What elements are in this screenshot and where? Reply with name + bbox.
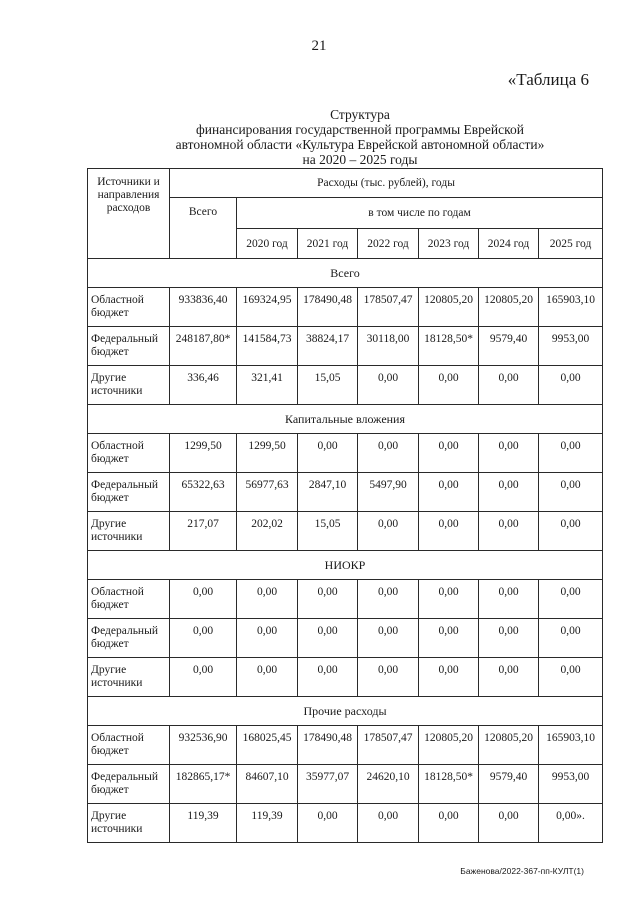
- row-value: 178507,47: [358, 288, 419, 327]
- row-value: 169324,95: [237, 288, 298, 327]
- row-label: Другие источники: [88, 804, 170, 843]
- row-value: 0,00: [298, 580, 358, 619]
- row-label: Другие источники: [88, 658, 170, 697]
- row-value: 202,02: [237, 512, 298, 551]
- header-year: 2022 год: [358, 229, 419, 259]
- row-value: 120805,20: [479, 726, 539, 765]
- row-value: 56977,63: [237, 473, 298, 512]
- row-value: 0,00: [298, 619, 358, 658]
- row-value: 35977,07: [298, 765, 358, 804]
- row-value: 30118,00: [358, 327, 419, 366]
- row-value: 0,00: [539, 434, 603, 473]
- row-value: 217,07: [170, 512, 237, 551]
- row-value: 165903,10: [539, 726, 603, 765]
- heading-line: автономной области «Культура Еврейской автономной области»: [175, 137, 545, 152]
- row-value: 182865,17*: [170, 765, 237, 804]
- row-value: 0,00: [539, 512, 603, 551]
- header-year: 2021 год: [298, 229, 358, 259]
- header-source: Источники и направления расходов: [88, 169, 170, 259]
- row-value: 0,00: [419, 512, 479, 551]
- row-label: Областной бюджет: [88, 288, 170, 327]
- row-value: 0,00: [298, 434, 358, 473]
- section-title: Капитальные вложения: [88, 405, 603, 434]
- row-value: 119,39: [170, 804, 237, 843]
- table-row: [88, 804, 603, 843]
- row-label: Федеральный бюджет: [88, 327, 170, 366]
- document-code: Баженова/2022-367-пп-КУЛТ(1): [460, 866, 584, 876]
- table-row: [88, 658, 603, 697]
- row-value: 0,00: [479, 434, 539, 473]
- row-value: 9579,40: [479, 765, 539, 804]
- row-label: Федеральный бюджет: [88, 765, 170, 804]
- row-label: Другие источники: [88, 366, 170, 405]
- row-value: 0,00: [479, 619, 539, 658]
- row-value: 0,00: [358, 580, 419, 619]
- table-row: [88, 580, 603, 619]
- table-row: [88, 434, 603, 473]
- row-value: 0,00: [539, 473, 603, 512]
- row-value: 18128,50*: [419, 327, 479, 366]
- row-value: 0,00: [539, 619, 603, 658]
- row-value: 38824,17: [298, 327, 358, 366]
- heading-line: на 2020 – 2025 годы: [302, 152, 418, 167]
- page-number: 21: [311, 38, 327, 54]
- header-including: в том числе по годам: [237, 198, 603, 229]
- section-title: НИОКР: [88, 551, 603, 580]
- row-value: 0,00: [479, 804, 539, 843]
- row-value: 0,00: [358, 804, 419, 843]
- section-row: [88, 259, 603, 288]
- row-value: 0,00: [479, 512, 539, 551]
- row-value: 0,00: [479, 366, 539, 405]
- row-value: 24620,10: [358, 765, 419, 804]
- row-value: 0,00: [298, 658, 358, 697]
- table-header: [88, 169, 603, 259]
- row-value: 9579,40: [479, 327, 539, 366]
- row-value: 0,00: [539, 580, 603, 619]
- row-value: 15,05: [298, 512, 358, 551]
- row-value: 933836,40: [170, 288, 237, 327]
- row-value: 0,00: [358, 366, 419, 405]
- row-value: 1299,50: [170, 434, 237, 473]
- table-row: [88, 288, 603, 327]
- header-year: 2023 год: [419, 229, 479, 259]
- row-value: 18128,50*: [419, 765, 479, 804]
- row-value: 0,00: [479, 580, 539, 619]
- row-value: 9953,00: [539, 765, 603, 804]
- section-row: [88, 551, 603, 580]
- row-value: 120805,20: [419, 726, 479, 765]
- row-value: 15,05: [298, 366, 358, 405]
- row-label: Федеральный бюджет: [88, 619, 170, 658]
- row-value: 0,00: [539, 366, 603, 405]
- row-value: 5497,90: [358, 473, 419, 512]
- row-value: 0,00: [170, 580, 237, 619]
- row-label: Областной бюджет: [88, 580, 170, 619]
- row-value: 0,00: [358, 434, 419, 473]
- row-value: 0,00: [419, 804, 479, 843]
- row-value: 0,00».: [539, 804, 603, 843]
- row-value: 0,00: [419, 366, 479, 405]
- row-value: 65322,63: [170, 473, 237, 512]
- row-value: 84607,10: [237, 765, 298, 804]
- row-value: 120805,20: [479, 288, 539, 327]
- row-value: 321,41: [237, 366, 298, 405]
- row-value: 0,00: [237, 580, 298, 619]
- header-year: 2024 год: [479, 229, 539, 259]
- header-year: 2025 год: [539, 229, 603, 259]
- row-value: 119,39: [237, 804, 298, 843]
- row-value: 0,00: [237, 619, 298, 658]
- row-value: 336,46: [170, 366, 237, 405]
- table-row: [88, 765, 603, 804]
- row-value: 178507,47: [358, 726, 419, 765]
- heading-line: Структура: [330, 107, 390, 122]
- row-value: 248187,80*: [170, 327, 237, 366]
- section-row: [88, 405, 603, 434]
- row-value: 932536,90: [170, 726, 237, 765]
- table-row: [88, 726, 603, 765]
- header-expenses: Расходы (тыс. рублей), годы: [170, 169, 603, 198]
- row-value: 1299,50: [237, 434, 298, 473]
- row-value: 0,00: [419, 580, 479, 619]
- section-title: Всего: [88, 259, 603, 288]
- table-row: [88, 619, 603, 658]
- row-value: 0,00: [419, 658, 479, 697]
- section-title: Прочие расходы: [88, 697, 603, 726]
- row-value: 120805,20: [419, 288, 479, 327]
- financing-table: [87, 168, 603, 843]
- row-value: 141584,73: [237, 327, 298, 366]
- header-year: 2020 год: [237, 229, 298, 259]
- table-row: [88, 512, 603, 551]
- table-row: [88, 327, 603, 366]
- row-value: 168025,45: [237, 726, 298, 765]
- row-value: 0,00: [419, 434, 479, 473]
- row-value: 0,00: [419, 619, 479, 658]
- row-value: 0,00: [419, 473, 479, 512]
- table-row: [88, 366, 603, 405]
- row-value: 9953,00: [539, 327, 603, 366]
- row-value: 0,00: [170, 619, 237, 658]
- row-label: Областной бюджет: [88, 726, 170, 765]
- row-value: 0,00: [539, 658, 603, 697]
- row-value: 2847,10: [298, 473, 358, 512]
- row-value: 178490,48: [298, 726, 358, 765]
- row-value: 0,00: [479, 658, 539, 697]
- row-value: 0,00: [358, 512, 419, 551]
- row-value: 178490,48: [298, 288, 358, 327]
- row-value: 0,00: [237, 658, 298, 697]
- row-label: Федеральный бюджет: [88, 473, 170, 512]
- row-value: 0,00: [170, 658, 237, 697]
- table-body: [88, 259, 603, 843]
- header-total: Всего: [170, 198, 237, 259]
- heading-line: финансирования государственной программы Еврейской: [196, 122, 524, 137]
- table-label: «Таблица 6: [507, 70, 589, 89]
- row-value: 0,00: [479, 473, 539, 512]
- row-label: Другие источники: [88, 512, 170, 551]
- row-value: 0,00: [358, 619, 419, 658]
- document-heading: [150, 107, 570, 167]
- row-value: 0,00: [298, 804, 358, 843]
- row-value: 0,00: [358, 658, 419, 697]
- row-label: Областной бюджет: [88, 434, 170, 473]
- table-row: [88, 473, 603, 512]
- section-row: [88, 697, 603, 726]
- row-value: 165903,10: [539, 288, 603, 327]
